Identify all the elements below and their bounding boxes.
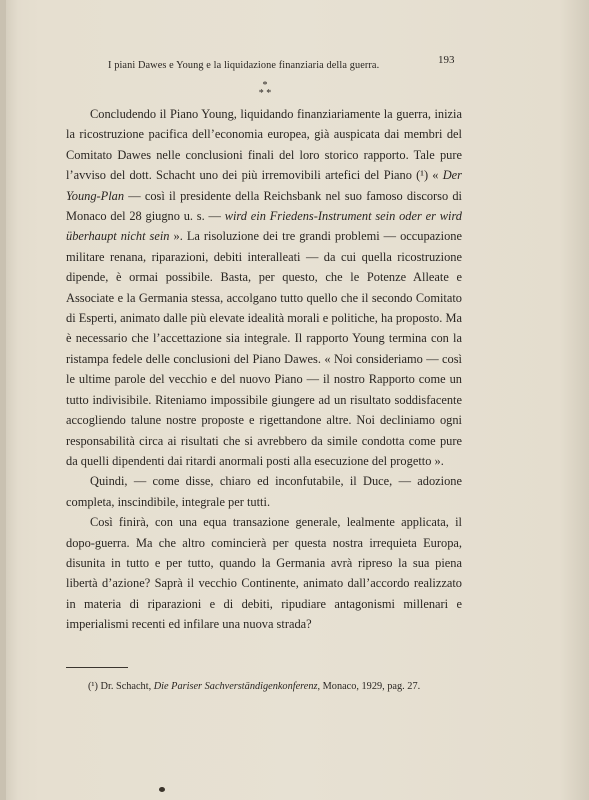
footnote [88,681,468,692]
page-edge [0,0,6,800]
footnote-title: Die Pariser Sachverständigenkonferenz [153,681,318,692]
section-ornament [250,82,280,98]
footnote-marker: (¹) [88,681,98,692]
footnote-divider [66,667,128,668]
text-run: Così finirà, con una equa transazione generale, lealmente applicata, il dopo-guerra. Ma che altro comincierà per questa nostra irrequieta Europa, disunita in tutto e per tutto, quando la Germania avrà ripreso la sua piena libertà d’azione? Saprà il vecchio Continente, animato dall’accordo realizzato in materia di riparazioni e di debiti, ripudiare antagonismi millenari e imperialismi recenti ed infilare una nuova strada? [66,515,462,632]
page-number: 193 [438,54,455,66]
text-run: — così il presidente della Reichsbank nel suo famoso discorso di Monaco del 28 giugno u. s. — [66,188,462,224]
paragraph [66,512,462,634]
ornament-star-top: * [262,80,268,91]
text-run: Concludendo il Piano Young, liquidando finanziariamente la guerra, inizia la ricostruzione pacifica dell’economia europea, già auspicata dai membri del Comitato Dawes nelle conclusioni finali del loro storico rapporto. Tale pure l’avviso del dott. Schacht uno dei più irremovibili artefici del Piano (¹) « [66,107,462,183]
text-run: Quindi, — come disse, chiaro ed inconfutabile, il Duce, — adozione completa, inscindibile, integrale per tutti. [66,474,462,509]
running-header: I piani Dawes e Young e la liquidazione finanziaria della guerra. [108,60,380,71]
footnote-prefix: Dr. Schacht, [100,681,154,692]
ornament-stars-bottom: * * [258,88,272,99]
paragraph [66,104,462,471]
footnote-suffix: , Monaco, 1929, pag. 27. [317,681,421,692]
paper-speck [159,787,165,792]
italic-run: Der Young-Plan [66,168,462,203]
paragraph [66,471,462,512]
text-run: ». La risoluzione dei tre grandi problemi — occupazione militare renana, riparazioni, debiti interalleati — da cui quella ricostruzione dipende, è ormai possibile. Basta, per questo, che le Potenze Alleate e Associate e la Germania stessa, accolgano tutto quello che il secondo Comitato di Esperti, animato dalle più elevate idealità morali e politiche, ha proposto. Ma è necessario che l’accettazione sia integrale. Il rapporto Young termina con la ristampa fedele delle conclusioni del Piano Dawes. « Noi consideriamo — così le ultime parole del vecchio e del nuovo Piano — il nostro Rapporto come un tutto indivisibile. Riteniamo impossibile giungere ad un risultato soddisfacente accogliendo talune nostre proposte e rigettandone altre. Noi decliniamo ogni responsabilità circa ai risultati che si avrebbero da simile condotta come pure da quelli dipendenti dai ritardi anormali posti alla esecuzione del progetto ». [66,229,462,468]
body-text [66,104,462,635]
italic-run: wird ein Friedens-Instrument sein oder er wird überhaupt nicht sein [66,209,462,244]
